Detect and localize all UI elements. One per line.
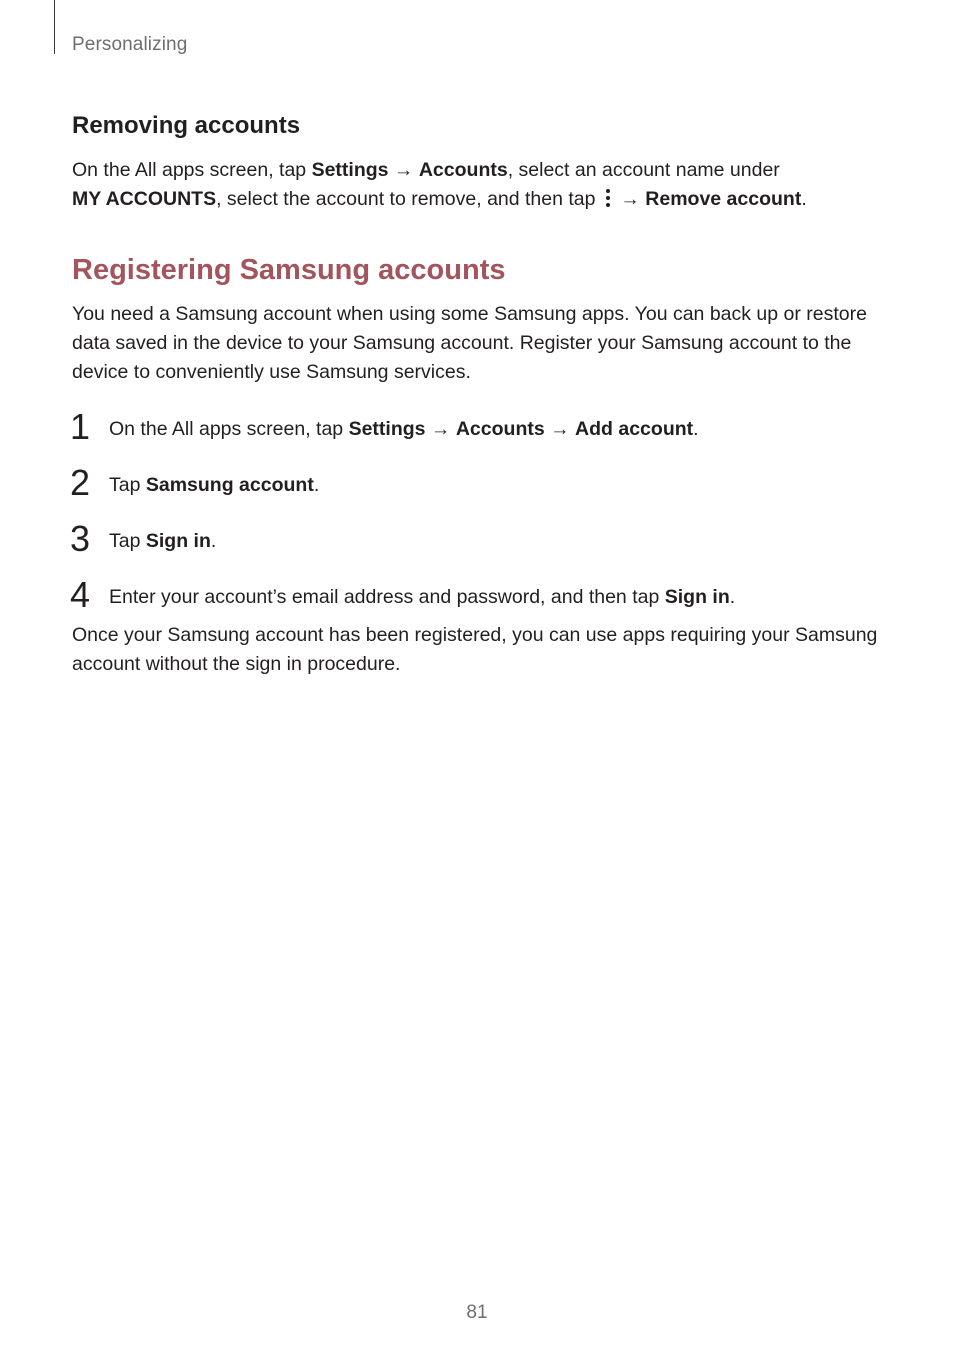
- step-number: 3: [70, 518, 91, 559]
- registering-intro-paragraph: You need a Samsung account when using some Samsung apps. You can back up or restore data saved in the device to your Samsung account. Register your Samsung account to the device to conveniently use Samsung services.: [72, 303, 867, 383]
- settings-menu-label: Settings: [348, 418, 426, 440]
- removing-accounts-paragraph: On the All apps screen, tap Settings → Accounts, select an account name under MY ACCOUNTS, select the account to remove, and then tap → Remove account.: [72, 159, 807, 210]
- step-item: [72, 463, 882, 519]
- page-number: 81: [466, 1302, 488, 1323]
- step-text: On the All apps screen, tap Settings → Accounts → Add account.: [109, 418, 699, 440]
- step-number: 4: [70, 574, 91, 615]
- sign-in-label: Sign in: [145, 530, 211, 552]
- step-number: 1: [70, 406, 91, 447]
- step-text: Tap Sign in.: [109, 530, 217, 552]
- closing-paragraph: Once your Samsung account has been registered, you can use apps requiring your Samsung account without the sign in procedure.: [72, 624, 878, 675]
- my-accounts-label: MY ACCOUNTS: [72, 188, 217, 210]
- step-item: [72, 519, 882, 575]
- steps-list: [72, 407, 882, 631]
- step-number: 2: [70, 462, 91, 503]
- step-text: Enter your account’s email address and password, and then tap Sign in.: [109, 586, 736, 608]
- step-text: Tap Samsung account.: [109, 474, 320, 496]
- registering-samsung-accounts-heading: Registering Samsung accounts: [72, 254, 506, 286]
- page-content: [72, 110, 882, 679]
- more-options-icon: [605, 188, 611, 208]
- sign-in-label: Sign in: [664, 586, 730, 608]
- remove-account-label: Remove account: [645, 188, 802, 210]
- add-account-label: Add account: [575, 418, 694, 440]
- margin-rule: [54, 0, 55, 54]
- step-item: [72, 407, 882, 463]
- running-head: Personalizing: [72, 34, 188, 55]
- removing-accounts-heading: Removing accounts: [72, 112, 301, 139]
- step-item: [72, 575, 882, 631]
- accounts-menu-label: Accounts: [455, 418, 545, 440]
- samsung-account-label: Samsung account: [145, 474, 314, 496]
- accounts-menu-label: Accounts: [418, 159, 508, 181]
- settings-menu-label: Settings: [311, 159, 389, 181]
